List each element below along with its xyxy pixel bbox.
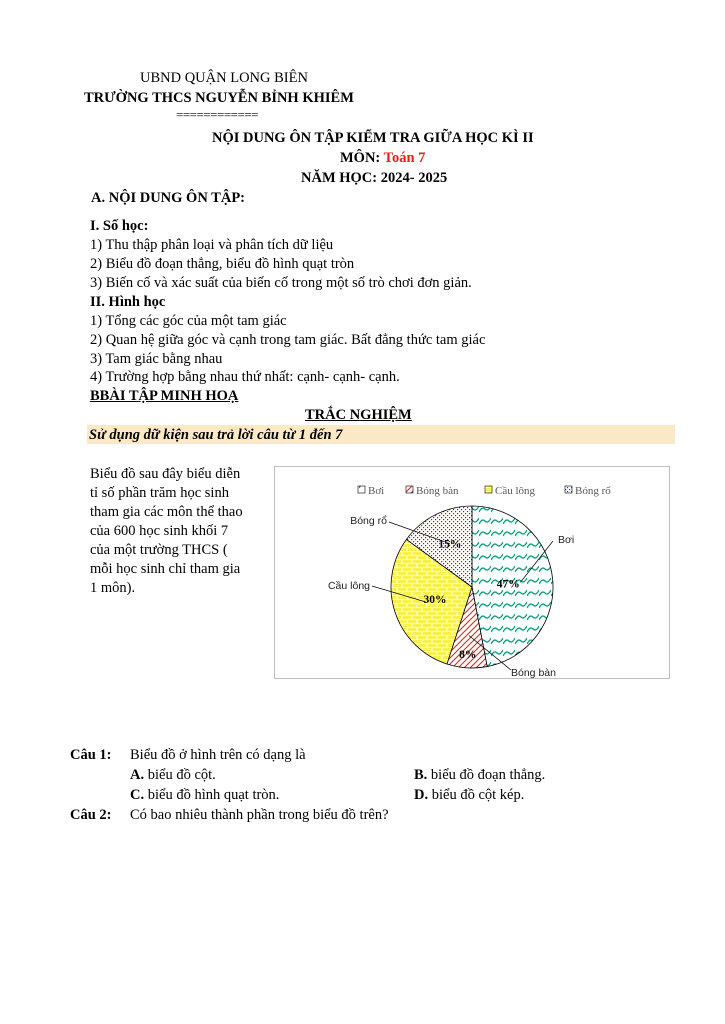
geometry-item: 3) Tam giác bằng nhau — [90, 351, 223, 367]
pie-value-label-0: 47% — [496, 578, 520, 591]
pie-category-label-0: Bơi — [558, 534, 575, 546]
arithmetic-item: 1) Thu thập phân loại và phân tích dữ liệu — [90, 237, 334, 253]
pie-value-label-2: 30% — [423, 594, 447, 606]
option-letter: D. — [414, 787, 429, 803]
section-a-title: A. NỘI DUNG ÔN TẬP: — [91, 190, 245, 206]
legend-swatch-1 — [406, 486, 413, 493]
subject-line — [340, 149, 425, 167]
geometry-title: II. Hình học — [90, 294, 166, 310]
description-line: tỉ số phần trăm học sinh — [90, 485, 229, 501]
question-1-text: Biểu đồ ở hình trên có dạng là — [130, 747, 306, 763]
question-1-option-d[interactable] — [414, 786, 524, 805]
pie-category-label-2: Cầu lông — [327, 580, 370, 592]
legend-swatch-3 — [565, 486, 572, 493]
multiple-choice-title: TRẮC NGHIỆM — [305, 407, 412, 423]
instruction-text: Sử dụng dữ kiện sau trả lời câu từ 1 đến 7 — [89, 427, 343, 443]
geometry-item: 2) Quan hệ giữa góc và cạnh trong tam giác. Bất đẳng thức tam giác — [90, 332, 486, 348]
option-text: biểu đồ hình quạt tròn. — [144, 787, 280, 803]
option-text: biểu đồ cột kép. — [428, 787, 525, 803]
arithmetic-title: I. Số học: — [90, 218, 149, 234]
legend-label-3: Bóng rổ — [575, 485, 611, 497]
geometry-item: 1) Tổng các góc của một tam giác — [90, 313, 287, 329]
header-divider: ============ — [176, 107, 258, 122]
school-year: NĂM HỌC: 2024- 2025 — [301, 170, 448, 186]
description-line: Biểu đồ sau đây biểu diễn — [90, 466, 241, 482]
question-1-label: Câu 1: — [70, 747, 112, 763]
school-name: TRƯỜNG THCS NGUYỄN BỈNH KHIÊM — [84, 90, 354, 106]
pie-category-label-1: Bóng bàn — [511, 667, 556, 678]
pie-chart-frame — [274, 466, 670, 679]
district-name: UBND QUẬN LONG BIÊN — [140, 70, 308, 86]
document-title: NỘI DUNG ÔN TẬP KIỂM TRA GIỮA HỌC KÌ II — [212, 130, 534, 146]
subject-value: Toán 7 — [383, 150, 426, 166]
pie-category-label-3: Bóng rổ — [350, 515, 387, 527]
pie-value-label-3: 15% — [438, 538, 462, 551]
description-line: tham gia các môn thể thao — [90, 504, 243, 520]
description-line: của 600 học sinh khối 7 — [90, 523, 229, 539]
question-1-option-a[interactable] — [130, 766, 216, 785]
description-line: mỗi học sinh chỉ tham gia — [90, 561, 241, 577]
legend-label-0: Bơi — [368, 485, 385, 497]
pie-value-label-1: 8% — [459, 649, 477, 662]
question-1-option-c[interactable] — [130, 786, 279, 805]
exercises-title: BBÀI TẬP MINH HOẠ — [90, 388, 239, 404]
legend-swatch-2 — [485, 486, 492, 493]
arithmetic-item: 3) Biến cố và xác suất của biến cố trong một số trò chơi đơn giản. — [90, 275, 472, 291]
option-text: biểu đồ cột. — [144, 767, 216, 783]
legend-label-1: Bóng bàn — [416, 485, 459, 497]
option-letter: C. — [130, 787, 145, 803]
geometry-item: 4) Trường hợp bằng nhau thứ nhất: cạnh- cạnh- cạnh. — [90, 369, 400, 385]
question-2-label: Câu 2: — [70, 807, 112, 823]
pie-chart — [275, 467, 669, 678]
question-1-option-b[interactable] — [414, 766, 545, 785]
option-letter: A. — [130, 767, 145, 783]
description-line: 1 môn). — [90, 580, 136, 596]
question-2-text: Có bao nhiêu thành phần trong biểu đồ trên? — [130, 807, 389, 823]
description-line: của một trường THCS ( — [90, 542, 228, 558]
arithmetic-item: 2) Biểu đồ đoạn thẳng, biểu đồ hình quạt tròn — [90, 256, 355, 272]
legend-label-2: Cầu lông — [495, 485, 536, 497]
legend-swatch-0 — [358, 486, 365, 493]
option-letter: B. — [414, 767, 428, 783]
option-text: biểu đồ đoạn thẳng. — [427, 767, 546, 783]
subject-label: MÔN: — [340, 150, 384, 166]
